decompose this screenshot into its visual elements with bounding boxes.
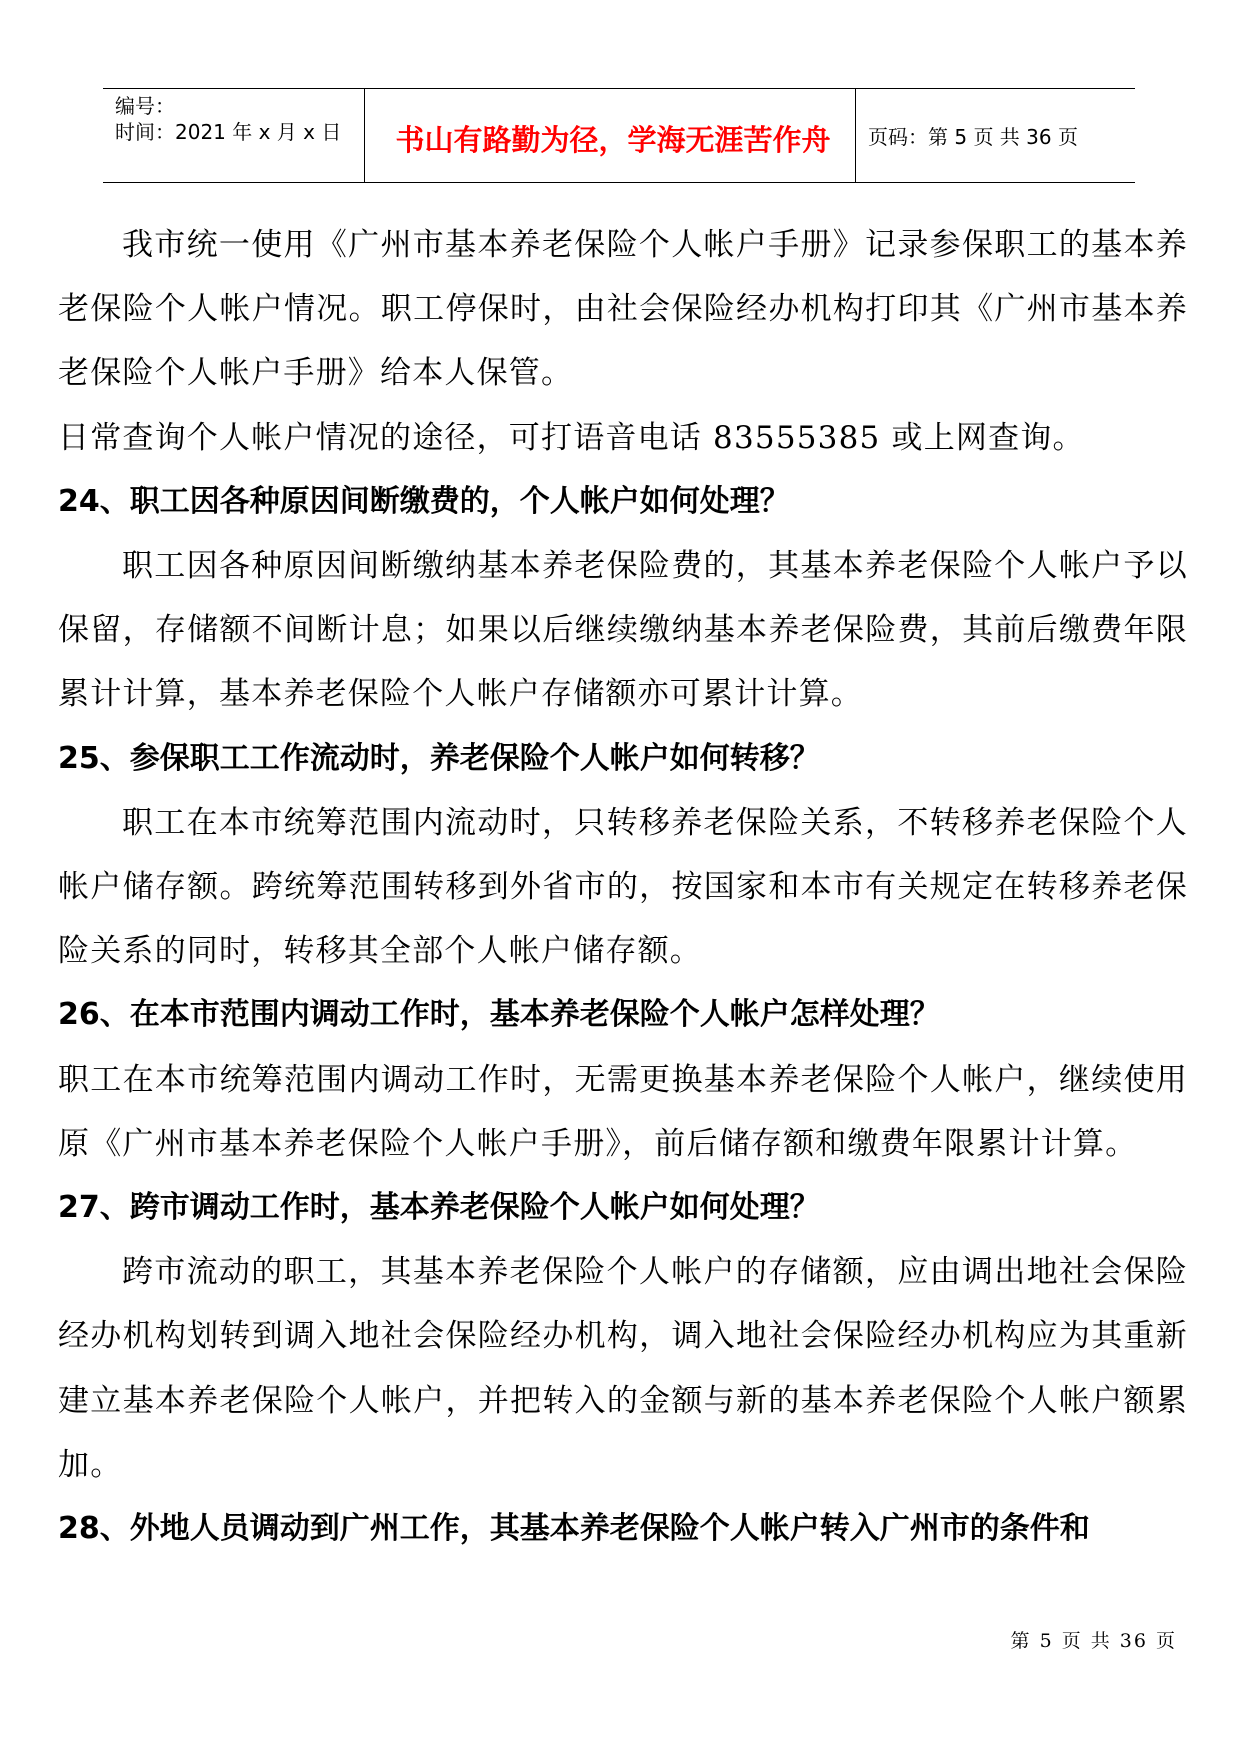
question-heading-25: 25、参保职工工作流动时，养老保险个人帐户如何转移？ [58,740,820,776]
header-page-label: 页码：第 5 页 共 36 页 [868,125,1078,149]
question-heading-27: 27、跨市调动工作时，基本养老保险个人帐户如何处理？ [58,1190,820,1226]
footer-page-number: 第 5 页 共 36 页 [1010,1630,1177,1652]
answer-paragraph-24: 职工因各种原因间断缴纳基本养老保险费的，其基本养老保险个人帐户予以保留，存储额不间断计息；如果以后继续缴纳基本养老保险费，其前后缴费年限累计计算，基本养老保险个人帐户存储额亦可累计计算。 [58,548,1188,713]
header-top-rule [103,88,1135,89]
header-divider-left [364,89,365,183]
answer-paragraph-25: 职工在本市统筹范围内流动时，只转移养老保险关系，不转移养老保险个人帐户储存额。跨统筹范围转移到外省市的，按国家和本市有关规定在转移养老保险关系的同时，转移其全部个人帐户储存额。 [58,804,1188,970]
paragraph-query-methods: 日常查询个人帐户情况的途径，可打语音电话 83555385 或上网查询。 [58,419,1085,456]
question-heading-24: 24、职工因各种原因间断缴费的，个人帐户如何处理？ [58,483,790,519]
document-body [58,213,1188,1561]
question-heading-26: 26、在本市范围内调动工作时，基本养老保险个人帐户怎样处理？ [58,997,940,1033]
answer-paragraph-27: 跨市流动的职工，其基本养老保险个人帐户的存储额，应由调出地社会保险经办机构划转到调入地社会保险经办机构，调入地社会保险经办机构应为其重新建立基本养老保险个人帐户，并把转入的金额与新的基本养老保险个人帐户额累加。 [58,1254,1188,1483]
question-heading-28: 28、外地人员调动到广州工作，其基本养老保险个人帐户转入广州市的条件和 [58,1511,1090,1547]
paragraph-account-manual: 我市统一使用《广州市基本养老保险个人帐户手册》记录参保职工的基本养老保险个人帐户情况。职工停保时，由社会保险经办机构打印其《广州市基本养老保险个人帐户手册》给本人保管。 [58,227,1188,392]
header-bottom-rule [103,182,1135,183]
header-motto: 书山有路勤为径，学海无涯苦作舟 [395,123,831,157]
answer-paragraph-26: 职工在本市统筹范围内调动工作时，无需更换基本养老保险个人帐户，继续使用原《广州市基本养老保险个人帐户手册》，前后储存额和缴费年限累计计算。 [58,1061,1188,1162]
header-time-label: 时间：2021 年 x 月 x 日 [115,120,342,144]
header-divider-right [855,89,856,183]
header-number-label: 编号： [115,94,175,118]
